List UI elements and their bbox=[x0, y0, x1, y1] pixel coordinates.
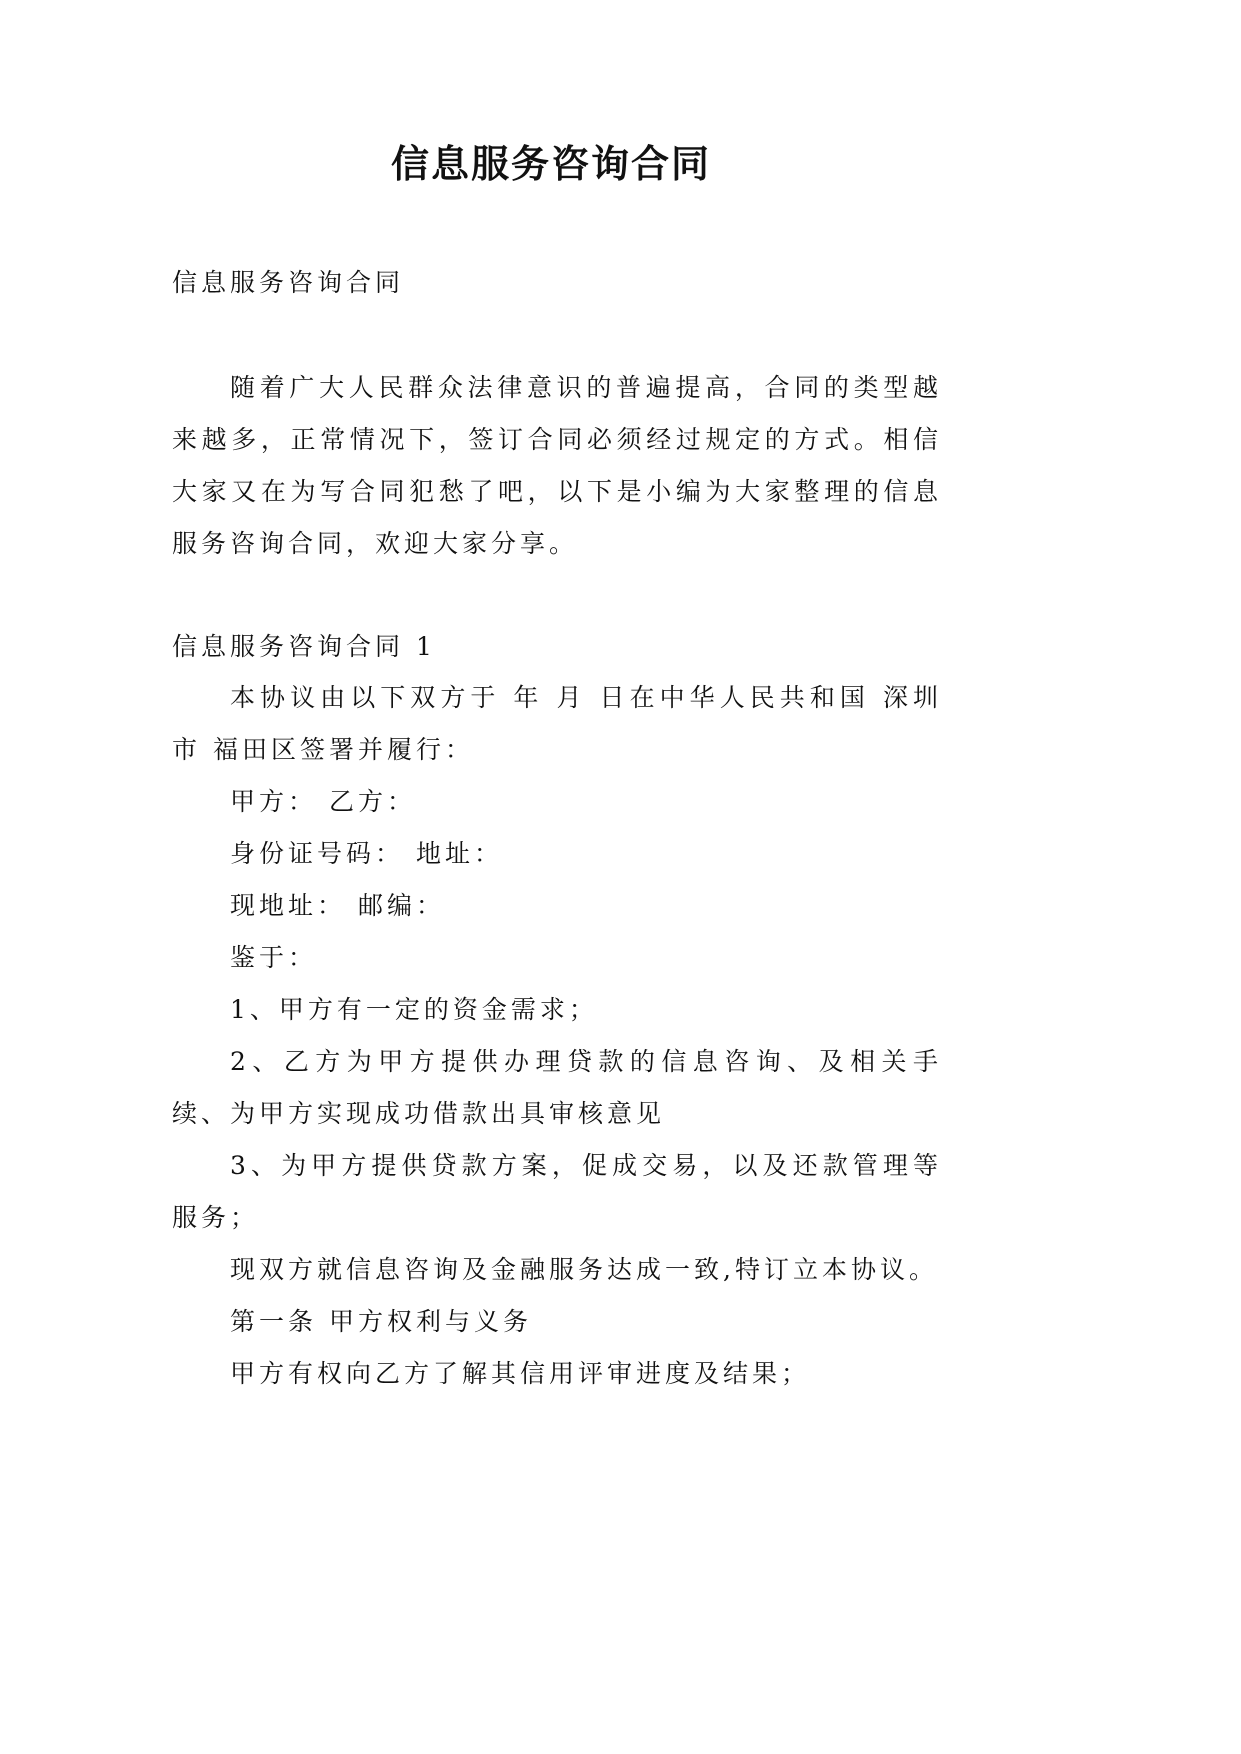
id-address-line: 身份证号码： 地址： bbox=[230, 839, 503, 868]
section-heading: 信息服务咨询合同 1 bbox=[172, 632, 436, 661]
agreement-statement: 现双方就信息咨询及金融服务达成一致,特订立本协议。 bbox=[230, 1255, 938, 1284]
whereas-heading: 鉴于： bbox=[230, 943, 318, 972]
intro-paragraph: 随着广大人民群众法律意识的普遍提高，合同的类型越来越多，正常情况下，签订合同必须经过规定的方式。相信大家又在为写合同犯愁了吧，以下是小编为大家整理的信息服务咨询合同，欢迎大家分享。 bbox=[172, 373, 942, 558]
party-line: 甲方： 乙方： bbox=[230, 787, 416, 816]
whereas-item-3: 3、为甲方提供贷款方案，促成交易，以及还款管理等服务； bbox=[172, 1151, 942, 1232]
whereas-item-1: 1、甲方有一定的资金需求； bbox=[230, 995, 598, 1024]
current-address-line: 现地址： 邮编： bbox=[230, 891, 445, 920]
contract-body bbox=[172, 672, 942, 1400]
article-1-heading: 第一条 甲方权利与义务 bbox=[230, 1307, 532, 1336]
agreement-preamble: 本协议由以下双方于 年 月 日在中华人民共和国 深圳 市 福田区签署并履行： bbox=[172, 683, 942, 764]
document-subtitle: 信息服务咨询合同 bbox=[172, 268, 405, 297]
whereas-item-2: 2、乙方为甲方提供办理贷款的信息咨询、及相关手续、为甲方实现成功借款出具审核意见 bbox=[172, 1047, 942, 1128]
document-title: 信息服务咨询合同 bbox=[390, 141, 711, 186]
article-1-clause: 甲方有权向乙方了解其信用评审进度及结果； bbox=[230, 1359, 811, 1388]
